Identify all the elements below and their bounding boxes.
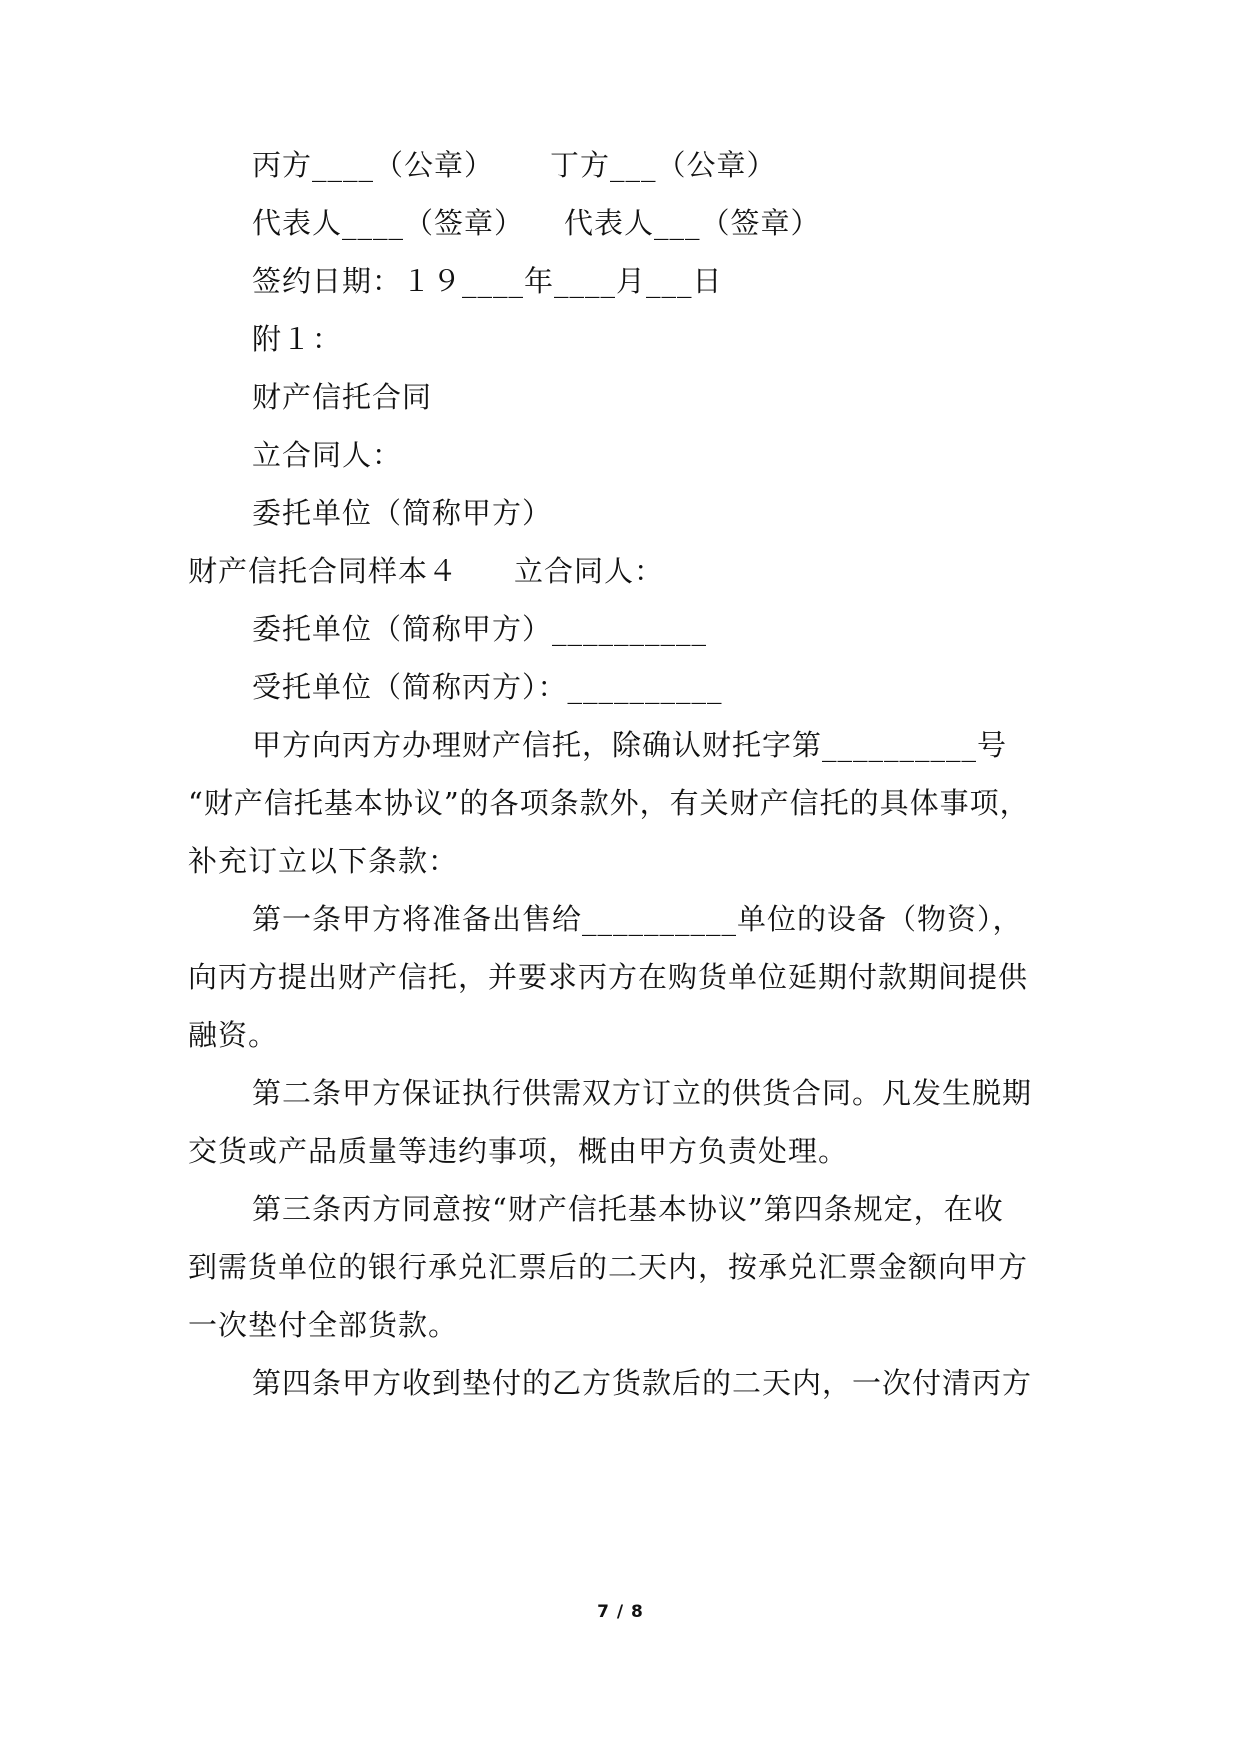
party-c-seal: 丙方____（公章） — [252, 148, 495, 182]
article3-line-3: 一次垫付全部货款。 — [188, 1308, 459, 1342]
signature-row-2 — [252, 203, 821, 243]
intro-line-1: 甲方向丙方办理财产信托，除确认财托字第__________号 — [252, 728, 1008, 762]
sign-date: 签约日期：１９____年____月___日 — [252, 264, 723, 298]
article1-line-3: 融资。 — [188, 1018, 279, 1052]
article1-line-2: 向丙方提出财产信托，并要求丙方在购货单位延期付款期间提供 — [188, 960, 1029, 994]
intro-line-3: 补充订立以下条款： — [188, 844, 459, 878]
appendix-parties-label: 立合同人： — [252, 438, 403, 472]
appendix-title: 财产信托合同 — [252, 380, 433, 414]
appendix-trustor: 委托单位（简称甲方） — [252, 496, 553, 530]
party-d-seal: 丁方___（公章） — [550, 148, 777, 182]
sample-heading: 财产信托合同样本４ — [188, 554, 459, 588]
article3-line-2: 到需货单位的银行承兑汇票后的二天内，按承兑汇票金额向甲方 — [188, 1250, 1029, 1284]
article2-line-2: 交货或产品质量等违约事项，概由甲方负责处理。 — [188, 1134, 849, 1168]
rep-d-signature: 代表人___（签章） — [564, 206, 821, 240]
article1-line-1: 第一条甲方将准备出售给__________单位的设备（物资）， — [252, 902, 1023, 936]
page-number: 7 / 8 — [597, 1602, 644, 1622]
rep-c-signature: 代表人____（签章） — [252, 206, 525, 240]
article2-line-1: 第二条甲方保证执行供需双方订立的供货合同。凡发生脱期 — [252, 1076, 1033, 1110]
intro-line-2: “财产信托基本协议”的各项条款外，有关财产信托的具体事项， — [188, 786, 1030, 820]
sample-trustor: 委托单位（简称甲方）__________ — [252, 612, 708, 646]
sample-parties-label: 立合同人： — [514, 554, 665, 588]
appendix-label: 附１： — [252, 322, 343, 356]
article3-line-1: 第三条丙方同意按“财产信托基本协议”第四条规定，在收 — [252, 1192, 1004, 1226]
sample-trustee: 受托单位（简称丙方）：__________ — [252, 670, 723, 704]
signature-row-1 — [252, 145, 777, 185]
sample-heading-row — [188, 551, 664, 591]
article4-line-1: 第四条甲方收到垫付的乙方货款后的二天内，一次付清丙方 — [252, 1366, 1033, 1400]
